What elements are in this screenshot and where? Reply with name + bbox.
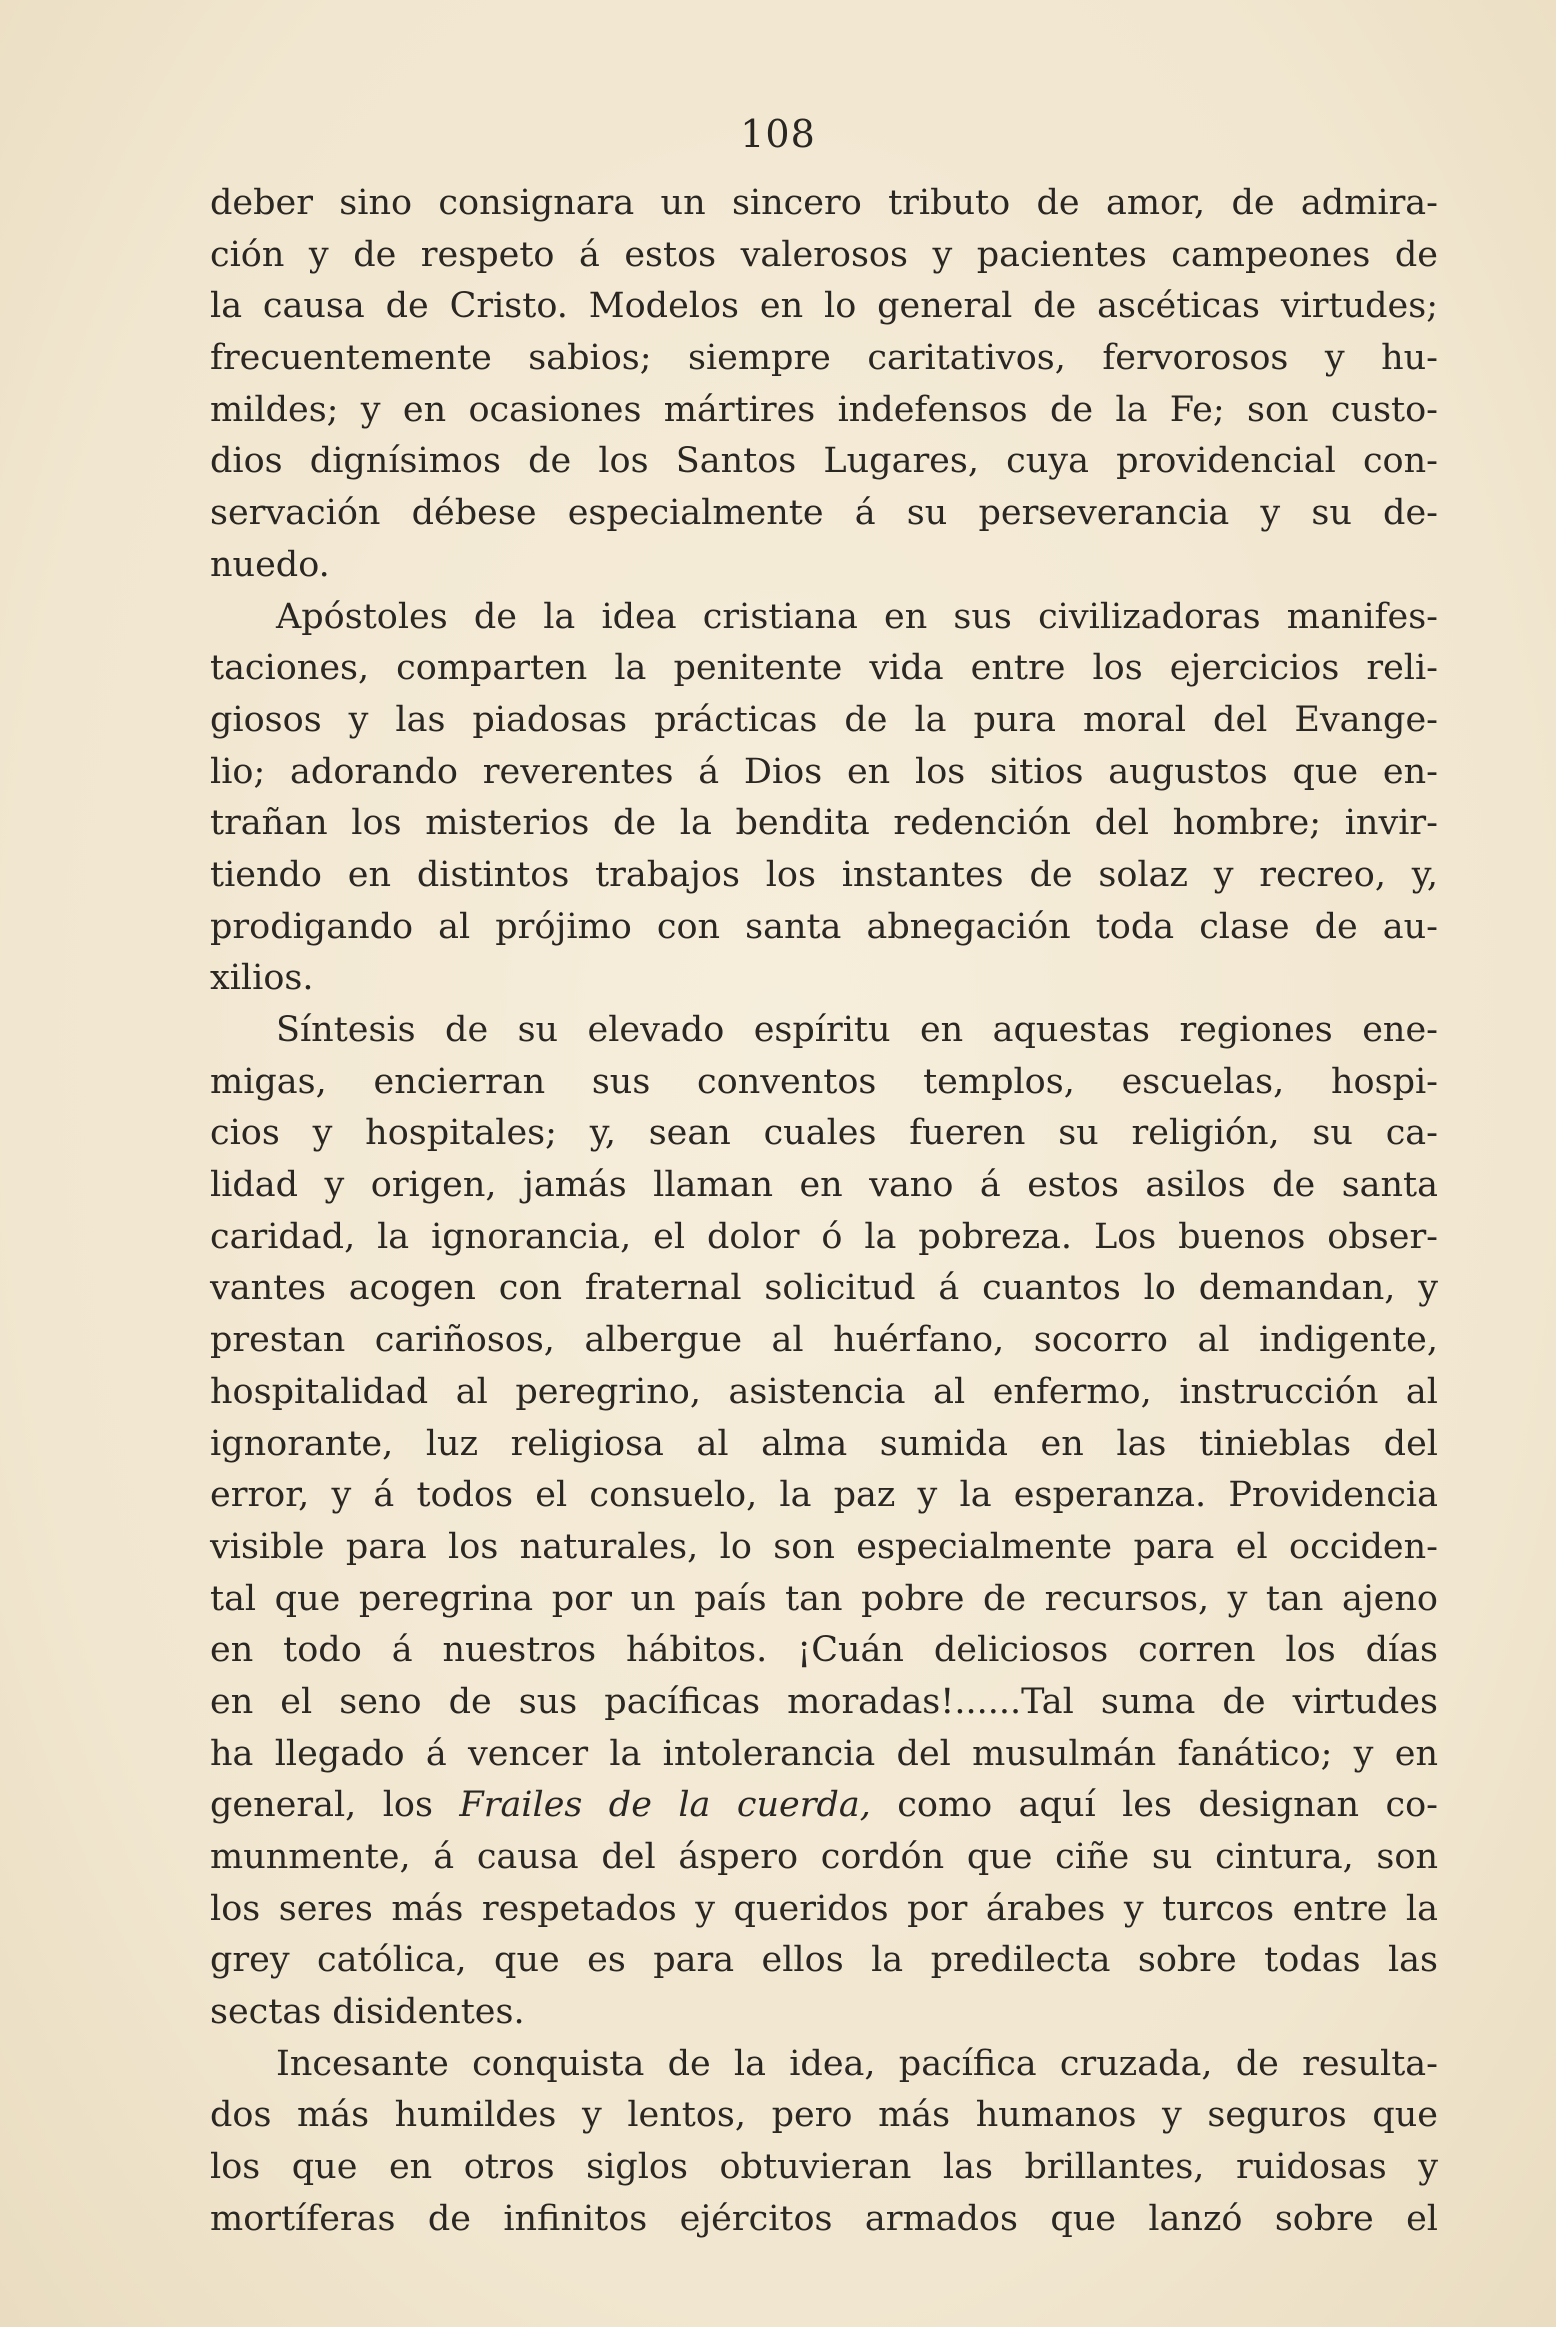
text-line: ción y de respeto á estos valerosos y pacientes campeones de <box>210 234 1438 275</box>
text-line: grey católica, que es para ellos la predilecta sobre todas las <box>210 1940 1438 1981</box>
text-line: dos más humildes y lentos, pero más humanos y seguros que <box>210 2095 1438 2136</box>
text-line: trañan los misterios de la bendita redención del hombre; invir- <box>210 803 1438 844</box>
text-line: munmente, á causa del áspero cordón que ciñe su cintura, son <box>210 1837 1438 1877</box>
text-line: vantes acogen con fraternal solicitud á cuantos lo demandan, y <box>210 1268 1438 1309</box>
text-line: giosos y las piadosas prácticas de la pura moral del Evange- <box>210 699 1438 740</box>
paragraph-end-line: nuedo. <box>210 544 330 585</box>
text-line: los seres más respetados y queridos por árabes y turcos entre la <box>210 1888 1438 1929</box>
text-line: prestan cariñosos, albergue al huérfano, socorro al indigente, <box>210 1320 1438 1361</box>
text-line: cios y hospitales; y, sean cuales fueren su religión, su ca- <box>210 1113 1438 1154</box>
paragraph-start-line: Incesante conquista de la idea, pacífica cruzada, de resulta- <box>276 2043 1438 2084</box>
page-number: 108 <box>740 112 816 156</box>
paragraph-start-line: Síntesis de su elevado espíritu en aquestas regiones ene- <box>276 1010 1438 1050</box>
text-line: deber sino consignara un sincero tributo de amor, de admira- <box>210 183 1438 223</box>
text-line: en el seno de sus pacíficas moradas!......Tal suma de virtudes <box>210 1681 1438 1722</box>
text-line: la causa de Cristo. Modelos en lo general de ascéticas virtudes; <box>210 286 1438 327</box>
text-line: frecuentemente sabios; siempre caritativos, fervorosos y hu- <box>210 338 1438 379</box>
text-line: taciones, comparten la penitente vida entre los ejercicios reli- <box>210 648 1438 689</box>
text-line: tal que peregrina por un país tan pobre de recursos, y tan ajeno <box>210 1578 1438 1619</box>
paragraph-end-line: xilios. <box>210 958 314 999</box>
text-line: tiendo en distintos trabajos los instantes de solaz y recreo, y, <box>210 854 1438 895</box>
text-line: en todo á nuestros hábitos. ¡Cuán deliciosos corren los días <box>210 1630 1438 1671</box>
text-line: lio; adorando reverentes á Dios en los sitios augustos que en- <box>210 751 1438 792</box>
text-line: prodigando al prójimo con santa abnegación toda clase de au- <box>210 906 1438 947</box>
text-line: dios dignísimos de los Santos Lugares, cuya providencial con- <box>210 441 1438 482</box>
text-line: ha llegado á vencer la intolerancia del musulmán fanático; y en <box>210 1733 1438 1774</box>
text-line: caridad, la ignorancia, el dolor ó la pobreza. Los buenos obser- <box>210 1216 1438 1257</box>
text-line: lidad y origen, jamás llaman en vano á estos asilos de santa <box>210 1165 1438 1206</box>
text-line-with-italic <box>210 1780 1438 1832</box>
text-line: mortíferas de infinitos ejércitos armados que lanzó sobre el <box>210 2198 1438 2239</box>
text-line: migas, encierran sus conventos templos, escuelas, hospi- <box>210 1061 1438 1102</box>
text-segment: como aquí les designan co- <box>897 1785 1438 1826</box>
text-line: ignorante, luz religiosa al alma sumida en las tinieblas del <box>210 1423 1438 1464</box>
text-line: los que en otros siglos obtuvieran las brillantes, ruidosas y <box>210 2147 1438 2188</box>
paragraph-start-line: Apóstoles de la idea cristiana en sus civilizadoras manifes- <box>276 596 1438 637</box>
body-text <box>210 178 1438 2246</box>
text-line: hospitalidad al peregrino, asistencia al enfermo, instrucción al <box>210 1371 1438 1412</box>
text-line: servación débese especialmente á su perseverancia y su de- <box>210 493 1438 534</box>
paragraph-end-line: sectas disidentes. <box>210 1992 525 2033</box>
italic-phrase: Frailes de la cuerda, <box>459 1785 871 1826</box>
text-segment: general, los <box>210 1785 433 1826</box>
text-line: error, y á todos el consuelo, la paz y la esperanza. Providencia <box>210 1475 1438 1516</box>
text-line: visible para los naturales, lo son especialmente para el occiden- <box>210 1526 1438 1567</box>
text-line: mildes; y en ocasiones mártires indefensos de la Fe; son custo- <box>210 389 1438 430</box>
